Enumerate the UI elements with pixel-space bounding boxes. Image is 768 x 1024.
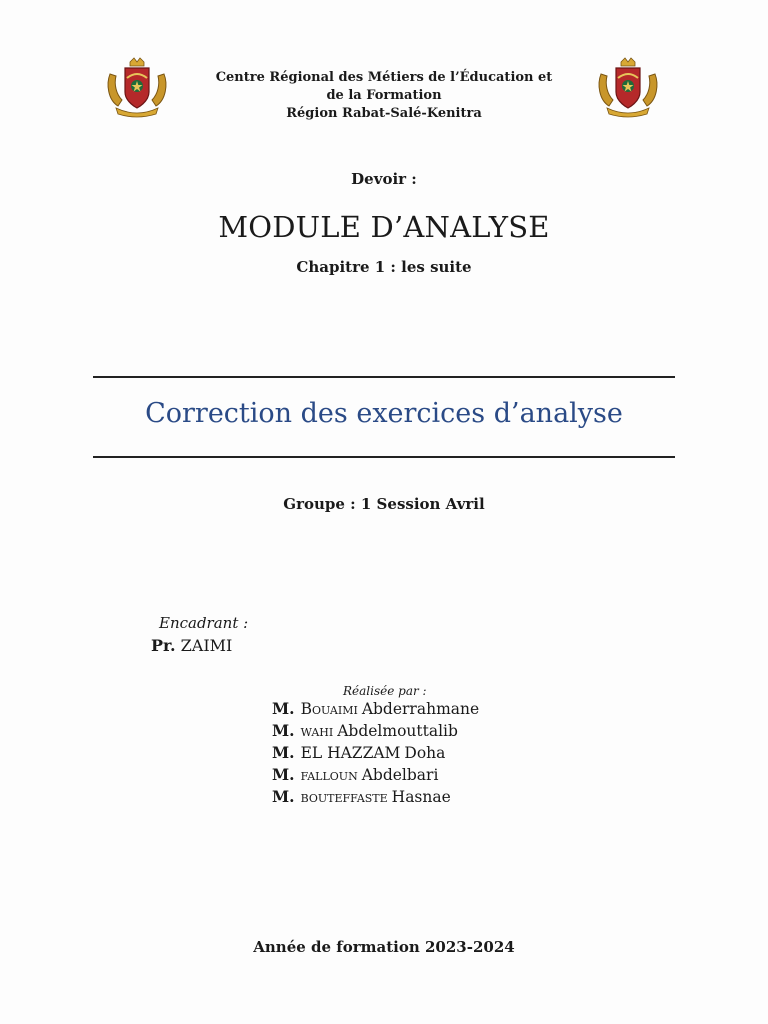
member-first-name: Abdelmouttalib	[337, 722, 458, 740]
member-last-name: wahi	[300, 722, 334, 740]
encadrant-label: Encadrant :	[159, 614, 249, 632]
member-last-name: bouteffaste	[300, 788, 388, 806]
member-title: M.	[272, 787, 295, 806]
encadrant-surname: ZAIMI	[180, 636, 233, 655]
top-divider	[93, 376, 675, 378]
member-title: M.	[272, 721, 295, 740]
institution-line-2: de la Formation	[326, 88, 442, 103]
institution-header	[0, 69, 768, 123]
module-title: MODULE D’ANALYSE	[218, 210, 550, 244]
annee-formation: Année de formation 2023-2024	[253, 938, 515, 956]
member-item	[272, 764, 479, 786]
member-item	[272, 786, 479, 808]
main-title: Correction des exercices d’analyse	[145, 398, 623, 429]
member-item	[272, 720, 479, 742]
member-first-name: Abderrahmane	[361, 700, 480, 718]
devoir-label: Devoir :	[351, 170, 417, 188]
member-last-name: EL HAZZAM	[300, 744, 401, 762]
institution-line-3: Région Rabat-Salé-Kenitra	[286, 106, 482, 121]
encadrant-name	[151, 636, 232, 655]
member-last-name: Bouaimi	[300, 700, 358, 718]
member-item	[272, 698, 479, 720]
member-title: M.	[272, 699, 295, 718]
encadrant-title: Pr.	[151, 636, 176, 655]
chapitre-subtitle: Chapitre 1 : les suite	[296, 258, 472, 276]
member-first-name: Hasnae	[391, 788, 451, 806]
members-list	[272, 698, 479, 808]
bottom-divider	[93, 456, 675, 458]
member-title: M.	[272, 765, 295, 784]
realisee-label: Réalisée par :	[343, 684, 427, 698]
institution-line-1: Centre Régional des Métiers de l’Éducation et	[215, 70, 553, 85]
groupe-label: Groupe : 1 Session Avril	[283, 495, 485, 513]
member-first-name: Abdelbari	[361, 766, 439, 784]
member-first-name: Doha	[404, 744, 446, 762]
member-last-name: falloun	[300, 766, 358, 784]
member-title: M.	[272, 743, 295, 762]
member-item	[272, 742, 479, 764]
